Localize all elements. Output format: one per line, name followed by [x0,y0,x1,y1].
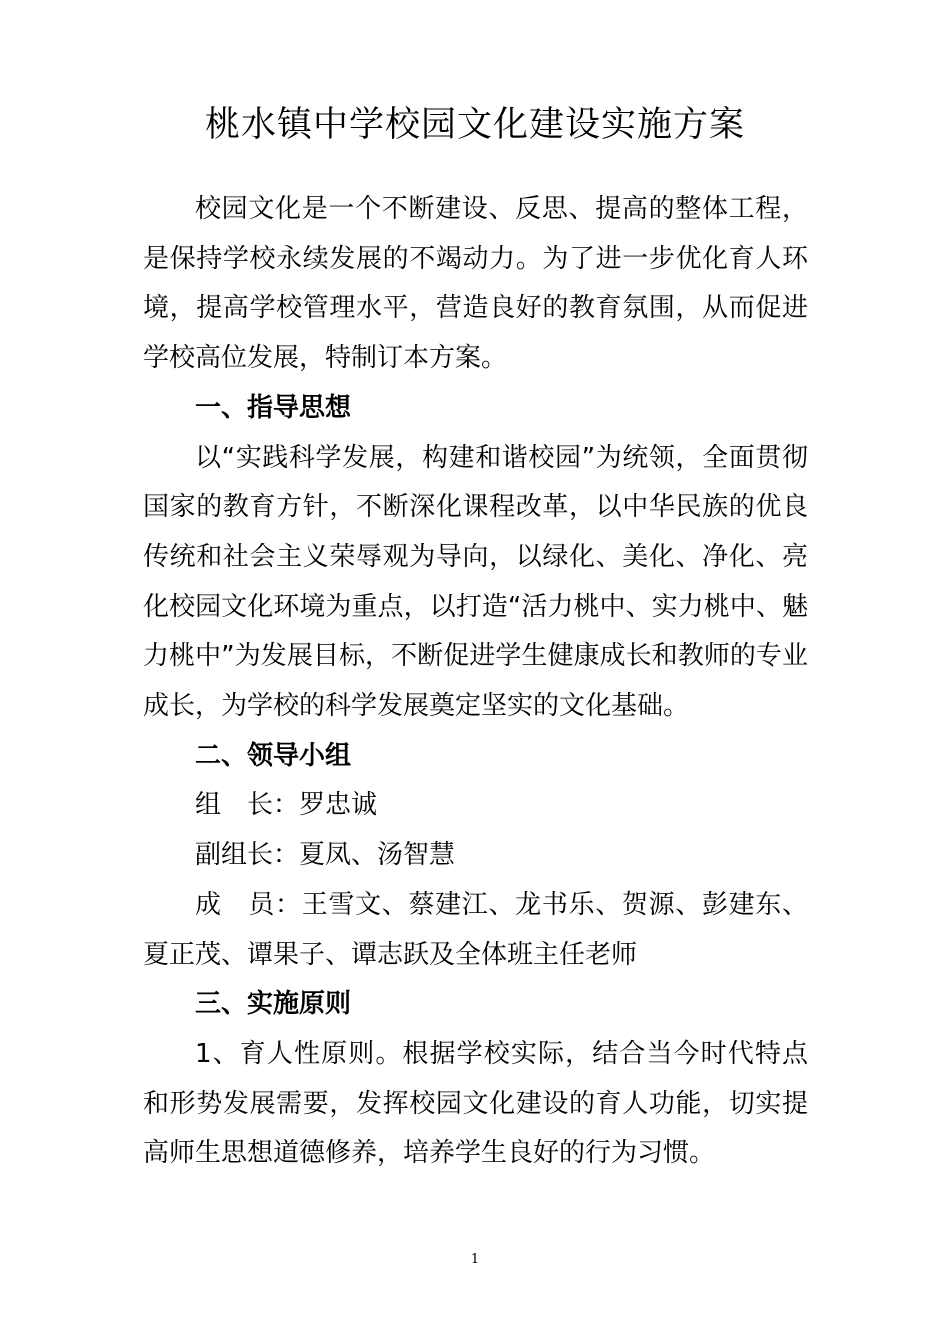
intro-paragraph: 校园文化是一个不断建设、反思、提高的整体工程，是保持学校永续发展的不竭动力。为了进一步优化育人环境，提高学校管理水平，营造良好的教育氛围，从而促进学校高位发展，特制订本方案。 [143,194,808,374]
section-heading-implementation-principles: 三、实施原则 [195,989,352,1020]
guiding-ideology-paragraph: 以“实践科学发展，构建和谐校园”为统领，全面贯彻国家的教育方针，不断深化课程改革，以中华民族的优良传统和社会主义荣辱观为导向，以绿化、美化、净化、亮化校园文化环境为重点，以打造“活力桃中、实力桃中、魅力桃中”为发展目标，不断促进学生健康成长和教师的专业成长，为学校的科学发展奠定坚实的文化基础。 [143,442,808,722]
members-line: 成 员：王雪文、蔡建江、龙书乐、贺源、彭建东、夏正茂、谭果子、谭志跃及全体班主任老师 [143,889,808,970]
page-number: 1 [470,1252,480,1267]
section-heading-guiding-ideology: 一、指导思想 [195,392,352,423]
document-body [143,185,808,1179]
document-title: 桃水镇中学校园文化建设实施方案 [204,105,745,145]
principle-1-paragraph: 1、育人性原则。根据学校实际，结合当今时代特点和形势发展需要，发挥校园文化建设的育人功能，切实提高师生思想道德修养，培养学生良好的行为习惯。 [143,1038,808,1169]
group-leader-line: 组 长：罗忠诚 [195,790,378,821]
deputy-leader-line: 副组长：夏凤、汤智慧 [195,840,456,871]
section-heading-leadership-group: 二、领导小组 [195,740,352,771]
